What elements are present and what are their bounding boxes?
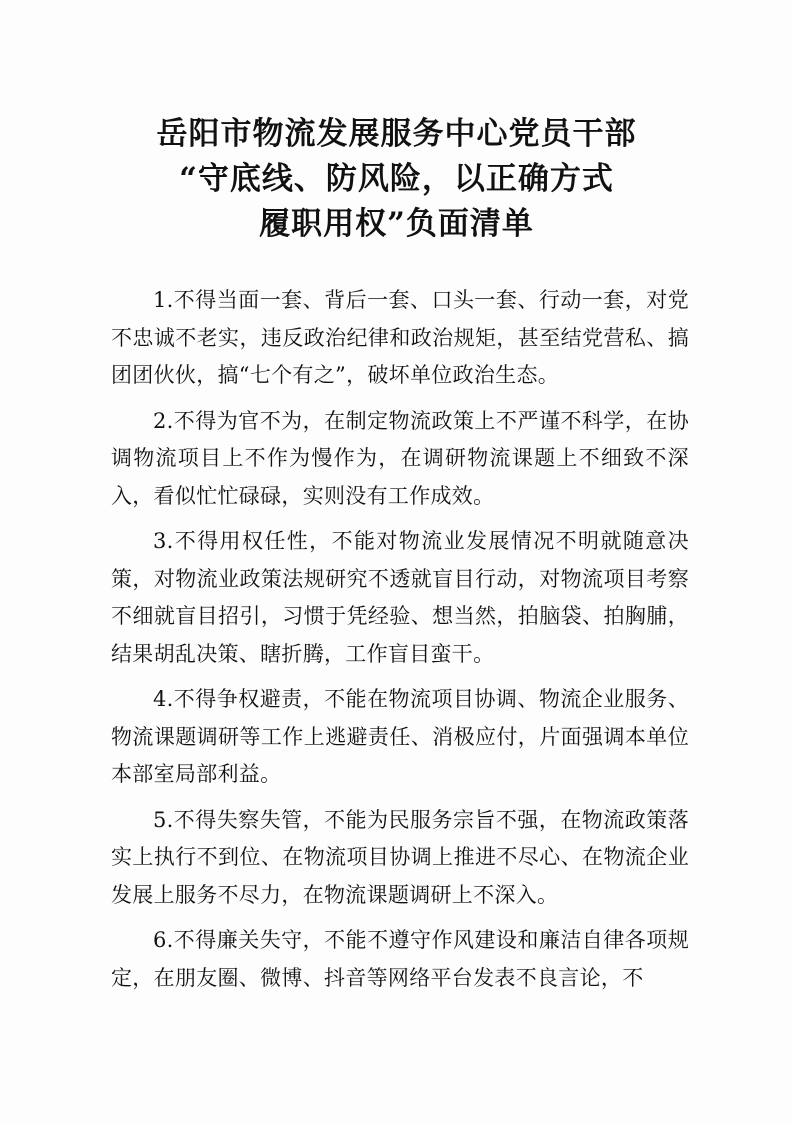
list-item-2: 2.不得为官不为，在制定物流政策上不严谨不科学，在协调物流项目上不作为慢作为，在调研物流课题上不细致不深入，看似忙忙碌碌，实则没有工作成效。: [111, 408, 689, 508]
list-item-4: 4.不得争权避责，不能在物流项目协调、物流企业服务、物流课题调研等工作上逃避责任、消极应付，片面强调本单位本部室局部利益。: [111, 687, 689, 786]
document-title: [80, 112, 713, 247]
title-line-1: 岳阳市物流发展服务中心党员干部: [156, 116, 637, 152]
title-line-3: 履职用权”负面清单: [259, 206, 534, 242]
list-item-5: 5.不得失察失管，不能为民服务宗旨不强，在物流政策落实上执行不到位、在物流项目协调上推进不尽心、在物流企业发展上服务不尽力，在物流课题调研上不深入。: [111, 807, 689, 907]
title-line-2: “守底线、防风险，以正确方式: [179, 161, 614, 197]
list-item-6: 6.不得廉关失守，不能不遵守作风建设和廉洁自律各项规定，在朋友圈、微博、抖音等网络平台发表不良言论，不: [111, 928, 689, 990]
list-item-3: 3.不得用权任性，不能对物流业发展情况不明就随意决策，对物流业政策法规研究不透就盲目行动，对物流项目考察不细就盲目招引，习惯于凭经验、想当然，拍脑袋、拍胸脯，结果胡乱决策、瞎折腾，工作盲目蛮干。: [111, 529, 689, 666]
document-body: [111, 282, 689, 1005]
list-item-1: 1.不得当面一套、背后一套、口头一套、行动一套，对党不忠诚不老实，违反政治纪律和政治规矩，甚至结党营私、搞团团伙伙，搞“七个有之”，破坏单位政治生态。: [111, 288, 689, 387]
